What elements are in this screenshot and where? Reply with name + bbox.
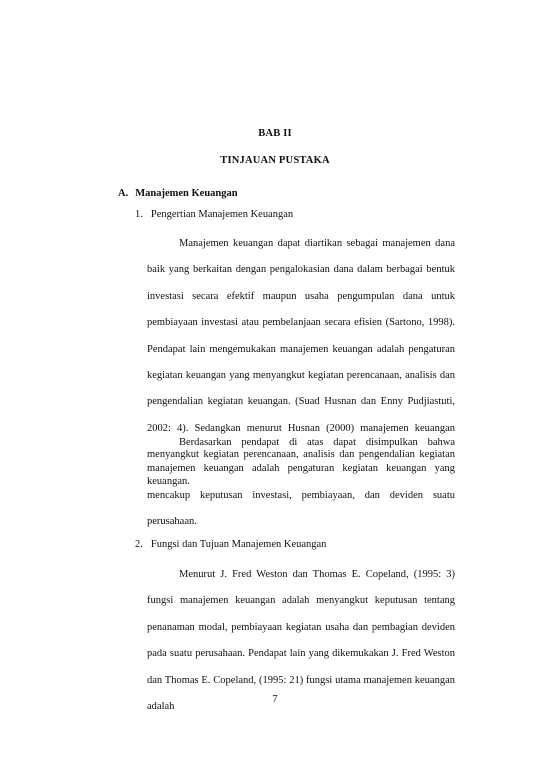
paragraph: Berdasarkan pendapat di atas dapat disimpulkan bahwa manajemen keuangan adalah pengaturan kegiatan keuangan yang mencakup keputusan investasi, pembiayaan, dan deviden suatu perusahaan. bbox=[147, 437, 455, 528]
subsection-title: Pengertian Manajemen Keuangan bbox=[150, 209, 294, 220]
subsection-heading-1 bbox=[135, 209, 293, 220]
section-marker: A. bbox=[118, 188, 129, 199]
chapter-number: BAB II bbox=[258, 128, 292, 139]
paragraph: Manajemen keuangan dapat diartikan sebagai manajemen dana baik yang berkaitan dengan pengalokasian dana dalam berbagai bentuk investasi secara efektif maupun usaha pengumpulan dana untuk pembiayaan investasi atau pembelanjaan secara efisien (Sartono, 1998). Pendapat lain mengemukakan manajemen keuangan adalah pengaturan kegiatan keuangan yang menyangkut kegiatan perencanaan, analisis dan pengendalian kegiatan keuangan. (Suad Husnan dan Enny Pudjiastuti, 2002: 4). Sedangkan menurut Husnan (2000) manajemen keuangan menyangkut kegiatan perencanaan, analisis dan pengendalian kegiatan keuangan. bbox=[147, 238, 455, 487]
subsection-marker: 2. bbox=[135, 539, 143, 550]
subsection-marker: 1. bbox=[135, 209, 143, 220]
chapter-title: TINJAUAN PUSTAKA bbox=[220, 155, 330, 166]
page-number: 7 bbox=[272, 694, 278, 705]
subsection-heading-2 bbox=[135, 539, 326, 550]
section-title: Manajemen Keuangan bbox=[135, 188, 238, 199]
paragraph: Menurut J. Fred Weston dan Thomas E. Copeland, (1995: 3) fungsi manajemen keuangan adalah menyangkut keputusan tentang penanaman modal, pembiayaan kegiatan usaha dan pembagian deviden pada suatu perusahaan. Pendapat lain yang dikemukakan J. Fred Weston dan Thomas E. Copeland, (1995: 21) fungsi utama manajemen keuangan adalah bbox=[147, 569, 455, 713]
section-heading-a bbox=[118, 188, 238, 199]
subsection-title: Fungsi dan Tujuan Manajemen Keuangan bbox=[150, 539, 327, 550]
